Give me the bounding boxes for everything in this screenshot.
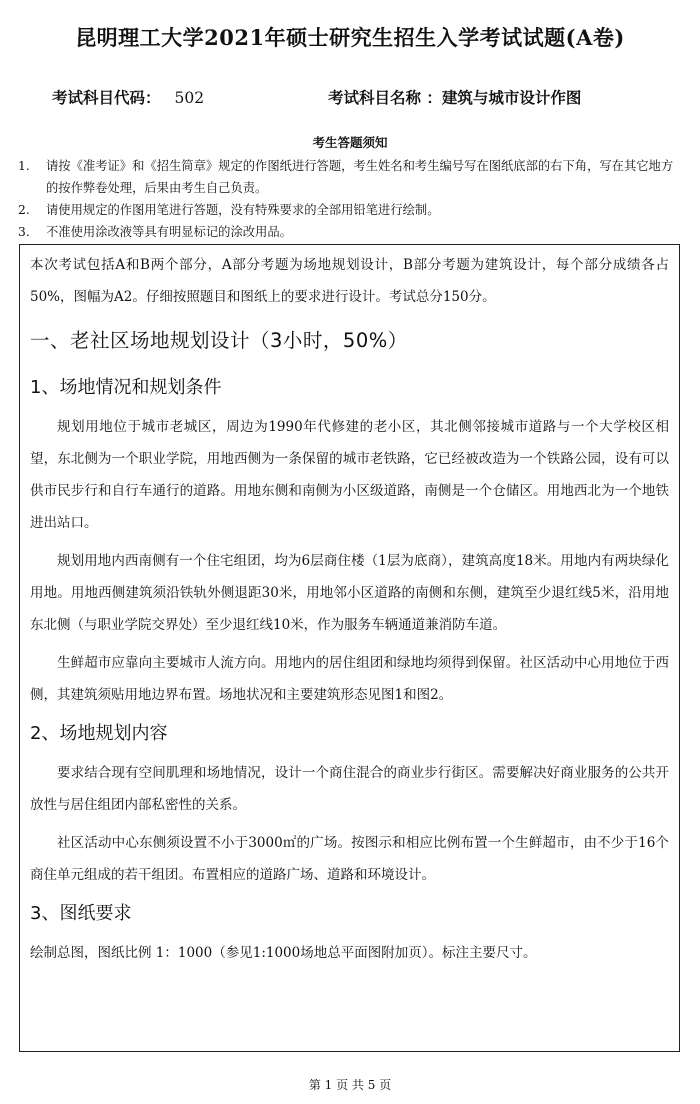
subsection-heading: 2、场地规划内容 [30, 723, 168, 744]
notice-number: 1. [18, 159, 30, 173]
page-footer: 第 1 页 共 5 页 [308, 1078, 392, 1092]
paragraph: 规划用地内西南侧有一个住宅组团，均为6层商住楼（1层为底商），建筑高度18米。用地内有两块绿化用地。用地西侧建筑须沿铁轨外侧退距30米，用地邻小区道路的南侧和东侧，建筑至少退红线5米，沿用地东北侧（与职业学院交界处）至少退红线10米，作为服务车辆通道兼消防车道。 [30, 553, 669, 633]
notice-item [18, 155, 682, 199]
subject-code-value: 502 [174, 89, 205, 107]
notice-text: 请按《准考证》和《招生简章》规定的作图纸进行答题，考生姓名和考生编号写在图纸底部的右下角，写在其它地方的按作弊卷处理，后果由考生自己负责。 [46, 159, 674, 195]
section-heading: 一、老社区场地规划设计（3小时，50%） [30, 329, 408, 352]
notice-text: 不准使用涂改液等具有明显标记的涂改用品。 [46, 225, 292, 239]
paragraph: 绘制总图，图纸比例 1：1000（参见1:1000场地总平面图附加页）。标注主要尺寸。 [30, 945, 537, 961]
notice-list [18, 155, 682, 243]
notice-number: 3. [18, 225, 30, 239]
notice-title: 考生答题须知 [312, 135, 388, 150]
paragraph: 生鲜超市应靠向主要城市人流方向。用地内的居住组团和绿地均须得到保留。社区活动中心用地位于西侧，其建筑须贴用地边界布置。场地状况和主要建筑形态见图1和图2。 [30, 655, 669, 703]
exam-content-box [19, 244, 680, 1052]
subject-name: 考试科目名称 ：建筑与城市设计作图 [328, 88, 582, 107]
notice-number: 2. [18, 203, 30, 217]
subject-code [52, 86, 204, 108]
paragraph: 规划用地位于城市老城区，周边为1990年代修建的老小区，其北侧邻接城市道路与一个大学校区相望，东北侧为一个职业学院，用地西侧为一条保留的城市老铁路，它已经被改造为一个铁路公园，设有可以供市民步行和自行车通行的道路。用地东侧和南侧为小区级道路，南侧是一个仓储区。用地西北为一个地铁进出站口。 [30, 419, 669, 531]
paragraph: 社区活动中心东侧须设置不小于3000㎡的广场。按图示和相应比例布置一个生鲜超市，由不少于16个商住单元组成的若干组团。布置相应的道路广场、道路和环境设计。 [30, 835, 669, 883]
subject-code-label: 考试科目代码： [52, 88, 161, 107]
intro-paragraph: 本次考试包括A和B两个部分，A部分考题为场地规划设计，B部分考题为建筑设计，每个部分成绩各占50%，图幅为A2。仔细按照题目和图纸上的要求进行设计。考试总分150分。 [30, 257, 669, 305]
subsection-heading: 1、场地情况和规划条件 [30, 377, 222, 398]
notice-item [18, 199, 682, 221]
exam-title: 昆明理工大学2021年硕士研究生招生入学考试试题(A卷) [75, 25, 625, 50]
paragraph: 要求结合现有空间肌理和场地情况，设计一个商住混合的商业步行街区。需要解决好商业服务的公共开放性与居住组团内部私密性的关系。 [30, 765, 669, 813]
notice-text: 请使用规定的作图用笔进行答题，没有特殊要求的全部用铅笔进行绘制。 [46, 203, 440, 217]
notice-item [18, 221, 682, 243]
subsection-heading: 3、图纸要求 [30, 903, 132, 924]
